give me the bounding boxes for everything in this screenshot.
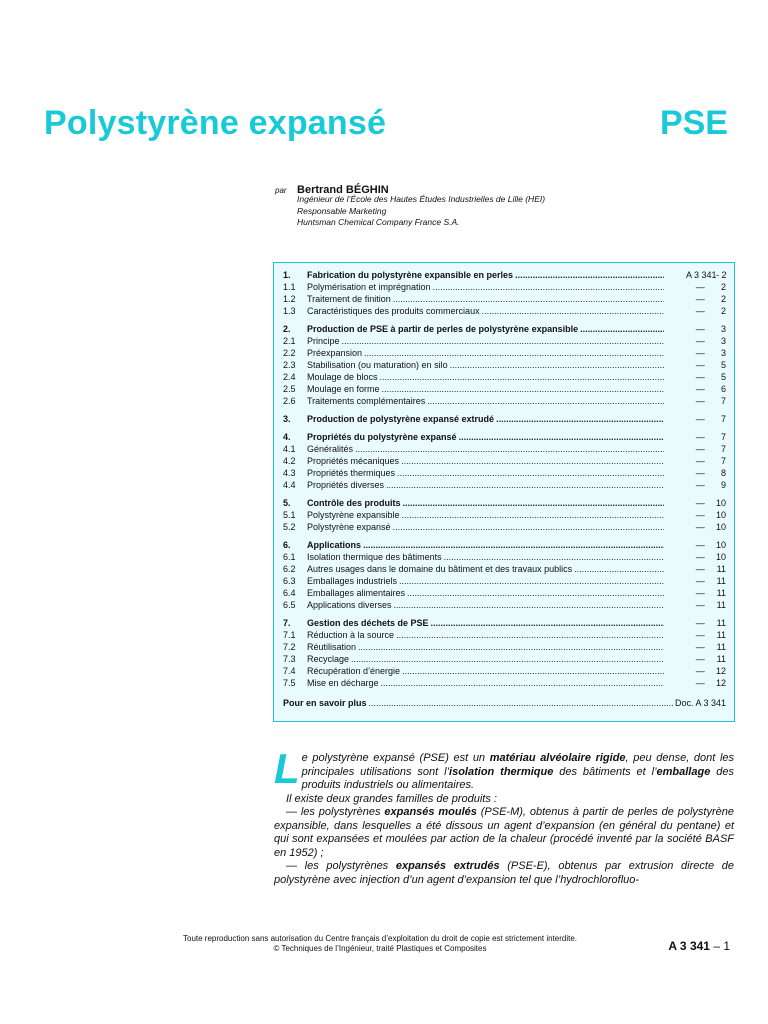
toc-reference [666,617,726,629]
toc-row [283,539,726,551]
toc-number: 6.1 [283,552,296,562]
copyright-notice: Toute reproduction sans autorisation du Centre français d’exploitation du droit de copie est strictement interdite. [183,934,577,943]
toc-doc-ref: — [695,552,705,562]
toc-reference [666,395,726,407]
toc-leader-dots [401,455,664,467]
toc-leader-dots [433,281,664,293]
toc-doc-ref: — [695,294,705,304]
affiliation-line: Ingénieur de l’École des Hautes Études Industrielles de Lille (HEI) [297,194,546,204]
emphasis-term: expansés extrudés [395,860,500,872]
intro-paragraph [274,745,735,793]
toc-number: 5. [283,498,291,508]
toc-reference [666,575,726,587]
toc-number: 4.4 [283,480,296,490]
toc-leader-dots [459,431,664,443]
toc-number: 1.3 [283,306,296,316]
article-acronym: PSE [659,104,728,142]
toc-number: 2.5 [283,384,296,394]
toc-reference [666,383,726,395]
toc-row [283,269,726,281]
toc-page: 11 [716,564,726,574]
toc-entry-title: Récupération d’énergie [307,666,401,676]
toc-leader-dots [397,467,664,479]
toc-page: 3 [720,348,726,358]
toc-entry-title: Applications [307,540,362,550]
toc-entry-title: Généralités [307,444,354,454]
toc-page: 10 [715,498,726,508]
toc-number: 5.2 [283,522,296,532]
toc-leader-dots [580,323,664,335]
toc-page: 9 [720,480,726,490]
toc-entry-title: Isolation thermique des bâtiments [307,552,442,562]
toc-doc-ref: — [695,618,705,628]
toc-page: 7 [720,456,726,466]
toc-number: 2. [283,324,291,334]
toc-doc-ref: — [695,360,705,370]
toc-reference [666,443,726,455]
toc-leader-dots [394,599,664,611]
toc-entry-title: Stabilisation (ou maturation) en silo [307,360,448,370]
toc-leader-dots [381,677,664,689]
toc-number: 6.5 [283,600,296,610]
affiliation-line: Responsable Marketing [297,205,387,216]
toc-leader-dots [380,371,664,383]
toc-row [283,575,726,587]
toc-page: 8 [720,468,726,478]
toc-page: 2 [720,306,726,316]
text-run: — les polystyrènes [286,860,396,872]
toc-leader-dots [431,617,664,629]
families-paragraph: Il existe deux grandes familles de produits : [286,792,497,805]
toc-page: 5 [720,360,726,370]
text-run: des bâtiments et l’ [553,765,657,778]
toc-leader-dots [342,335,664,347]
toc-row [283,653,726,665]
toc-number: 1. [283,270,291,280]
toc-page: 11 [716,576,726,586]
toc-page: 6 [720,384,726,394]
affiliation-line: Huntsman Chemical Company France S.A. [297,217,460,227]
toc-page: 10 [715,540,726,550]
toc-entry-title: Production de PSE à partir de perles de polystyrène expansible [307,324,579,334]
toc-row [283,413,726,425]
text-run: (PSE-E), obtenus par extrusion directe de polystyrène avec injection d’un agent d’expansion tel que l’hydrochlorofluo- [274,860,734,886]
toc-entry-title: Autres usages dans le domaine du bâtiment et des travaux publics [307,564,573,574]
toc-page: 3 [720,336,726,346]
toc-reference [666,293,726,305]
toc-reference [666,653,726,665]
toc-page: 2 [720,282,726,292]
toc-leader-dots [351,653,664,665]
toc-row [283,395,726,407]
toc-doc-ref: Doc. A 3 341 [674,698,726,708]
toc-doc-ref: — [695,336,705,346]
toc-reference [666,323,726,335]
toc-doc-ref: — [695,372,705,382]
toc-leader-dots [363,539,664,551]
publisher-line: © Techniques de l’Ingénieur, traité Plastiques et Composites [273,944,487,953]
toc-page: - 2 [716,270,727,280]
toc-number: 4.1 [283,444,296,454]
toc-page: 3 [720,324,726,334]
toc-row [283,599,726,611]
toc-page: 10 [715,552,726,562]
toc-entry-title: Propriétés mécaniques [307,456,400,466]
toc-doc-ref: — [695,444,705,454]
emphasis-term: expansés moulés [384,806,477,818]
toc-row [283,281,726,293]
toc-number: 7.4 [283,666,296,676]
toc-leader-dots [444,551,664,563]
toc-entry-title: Moulage en forme [307,384,380,394]
toc-reference [666,467,726,479]
toc-row [283,617,726,629]
toc-leader-dots [369,697,673,709]
toc-reference [666,455,726,467]
toc-page: 11 [716,642,726,652]
toc-doc-ref: — [695,480,705,490]
toc-row [283,323,726,335]
toc-number: 6. [283,540,291,550]
toc-entry-title: Traitements complémentaires [307,396,426,406]
toc-number: 7.2 [283,642,296,652]
toc-number: 7. [283,618,291,628]
toc-row [283,641,726,653]
toc-entry-title: Propriétés thermiques [307,468,396,478]
toc-leader-dots [393,521,664,533]
toc-doc-ref: — [695,522,705,532]
toc-row [283,509,726,521]
table-of-contents [273,262,735,722]
toc-number: 6.4 [283,588,296,598]
toc-page: 12 [715,678,726,688]
toc-leader-dots [386,479,664,491]
toc-doc-ref: — [695,498,705,508]
toc-reference [666,335,726,347]
toc-reference [666,479,726,491]
toc-doc-ref: — [695,282,705,292]
toc-page: 7 [720,414,726,424]
toc-leader-dots [515,269,664,281]
text-run: des produits industriels ou alimentaires. [301,765,734,791]
toc-leader-dots [403,497,664,509]
toc-reference [666,599,726,611]
toc-row [283,347,726,359]
toc-doc-ref: — [695,654,705,664]
toc-doc-ref: — [695,600,705,610]
toc-further-reading: Pour en savoir plus [283,698,367,708]
toc-reference [666,677,726,689]
toc-doc-ref: — [695,384,705,394]
toc-entry-title: Réutilisation [307,642,357,652]
toc-page: 7 [720,396,726,406]
toc-reference [666,359,726,371]
toc-reference [666,431,726,443]
toc-row [283,551,726,563]
toc-entry-title: Moulage de blocs [307,372,378,382]
author-prefix: par [275,186,287,195]
page-number: – 1 [713,939,730,953]
article-body [274,745,735,887]
emphasis-term: isolation thermique [449,765,554,778]
toc-number: 3. [283,414,291,424]
toc-reference [666,509,726,521]
toc-leader-dots [450,359,664,371]
toc-doc-ref: — [695,348,705,358]
toc-doc-ref: — [695,510,705,520]
toc-doc-ref: — [695,306,705,316]
toc-reference [666,563,726,575]
toc-number: 7.3 [283,654,296,664]
toc-number: 6.3 [283,576,296,586]
toc-number: 2.3 [283,360,296,370]
toc-row [283,335,726,347]
text-run: (PSE-M), obtenus à partir de perles de polystyrène expansible, dans lesquelles a été dissous un agent d’expansion (en général du pentane) et qui sont expansées et moulées par action de la chaleur (procédé inventé par la société BASF en 1952) ; [274,806,734,859]
toc-reference [666,497,726,509]
toc-number: 4.3 [283,468,296,478]
extruded-paragraph [274,860,734,887]
toc-doc-ref: — [695,642,705,652]
toc-leader-dots [382,383,664,395]
toc-reference [666,413,726,425]
toc-page: 10 [715,522,726,532]
toc-number: 7.1 [283,630,296,640]
document-reference: A 3 341 [668,939,710,953]
toc-entry-title: Emballages industriels [307,576,398,586]
toc-leader-dots [496,413,664,425]
author-name: Bertrand BÉGHIN [297,184,389,196]
toc-entry-title: Propriétés du polystyrène expansé [307,432,457,442]
toc-doc-ref: — [695,630,705,640]
toc-row [283,587,726,599]
toc-leader-dots [393,293,664,305]
toc-entry-title: Réduction à la source [307,630,395,640]
article-title: Polystyrène expansé [44,104,387,142]
toc-page: 7 [720,444,726,454]
toc-doc-ref: A 3 341 [686,270,717,280]
copyright-footer [120,934,640,954]
toc-entry-title: Applications diverses [307,600,392,610]
toc-leader-dots [399,575,664,587]
toc-number: 7.5 [283,678,296,688]
toc-number: 2.2 [283,348,296,358]
toc-number: 4. [283,432,291,442]
toc-entry-title: Polystyrène expansé [307,522,391,532]
toc-reference [666,305,726,317]
toc-entry-title: Préexpansion [307,348,363,358]
toc-page: 7 [720,432,726,442]
emphasis-term: emballage [656,765,711,778]
toc-page: 11 [716,618,726,628]
toc-leader-dots [427,395,664,407]
toc-doc-ref: — [695,456,705,466]
toc-row [283,665,726,677]
toc-leader-dots [402,509,664,521]
toc-doc-ref: — [695,588,705,598]
toc-number: 1.1 [283,282,296,292]
toc-row [283,677,726,689]
toc-leader-dots [396,629,664,641]
toc-row [283,443,726,455]
drop-cap: L [274,745,300,792]
toc-leader-dots [574,563,664,575]
toc-leader-dots [402,665,664,677]
emphasis-term: matériau alvéolaire rigide [489,752,626,764]
page-reference [668,939,730,953]
toc-leader-dots [364,347,664,359]
toc-entry-title: Contrôle des produits [307,498,401,508]
toc-reference [666,641,726,653]
toc-entry-title: Caractéristiques des produits commerciaux [307,306,480,316]
toc-leader-dots [355,443,664,455]
toc-reference [666,347,726,359]
toc-doc-ref: — [695,576,705,586]
toc-page: 11 [716,630,726,640]
toc-leader-dots [482,305,664,317]
toc-entry-title: Propriétés diverses [307,480,385,490]
toc-row [283,455,726,467]
toc-entry-title: Production de polystyrène expansé extrudé [307,414,495,424]
toc-reference [666,269,726,281]
toc-doc-ref: — [695,540,705,550]
toc-row [283,521,726,533]
text-run: , peu dense, dont les principales utilisations sont l’ [301,752,735,778]
toc-reference [666,539,726,551]
toc-page: 12 [715,666,726,676]
toc-doc-ref: — [695,564,705,574]
toc-row [283,629,726,641]
toc-number: 1.2 [283,294,296,304]
toc-page: 5 [720,372,726,382]
toc-reference [666,281,726,293]
text-run: — les polystyrènes [286,806,385,818]
toc-page: 11 [716,654,726,664]
toc-row [283,371,726,383]
toc-number: 2.4 [283,372,296,382]
toc-number: 2.1 [283,336,296,346]
toc-entry-title: Polystyrène expansible [307,510,400,520]
toc-number: 5.1 [283,510,296,520]
toc-row [283,293,726,305]
toc-entry-title: Recyclage [307,654,350,664]
toc-row [283,305,726,317]
toc-doc-ref: — [695,678,705,688]
toc-page: 11 [716,588,726,598]
toc-entry-title: Fabrication du polystyrène expansible en perles [307,270,514,280]
toc-leader-dots [407,587,664,599]
toc-entry-title: Mise en décharge [307,678,379,688]
toc-reference [666,629,726,641]
toc-entry-title: Gestion des déchets de PSE [307,618,429,628]
toc-row [283,563,726,575]
toc-doc-ref: — [695,324,705,334]
toc-reference [666,665,726,677]
toc-row [283,497,726,509]
toc-doc-ref: — [695,432,705,442]
toc-number: 6.2 [283,564,296,574]
toc-row [283,467,726,479]
toc-row [283,383,726,395]
toc-page: 2 [720,294,726,304]
toc-leader-dots [358,641,664,653]
toc-reference [666,587,726,599]
toc-row [283,697,726,709]
toc-page: 11 [716,600,726,610]
toc-number: 4.2 [283,456,296,466]
toc-entry-title: Principe [307,336,340,346]
toc-entry-title: Emballages alimentaires [307,588,406,598]
toc-doc-ref: — [695,666,705,676]
text-run: e polystyrène expansé (PSE) est un [301,752,490,764]
toc-reference [666,521,726,533]
toc-row [283,479,726,491]
toc-number: 2.6 [283,396,296,406]
toc-page: 10 [715,510,726,520]
toc-row [283,359,726,371]
toc-row [283,431,726,443]
toc-doc-ref: — [695,414,705,424]
toc-entry-title: Polymérisation et imprégnation [307,282,431,292]
toc-reference [666,371,726,383]
toc-doc-ref: — [695,468,705,478]
toc-reference [666,551,726,563]
toc-doc-ref: — [695,396,705,406]
toc-entry-title: Traitement de finition [307,294,391,304]
moulded-paragraph [274,806,734,860]
author-affiliations [297,194,545,229]
